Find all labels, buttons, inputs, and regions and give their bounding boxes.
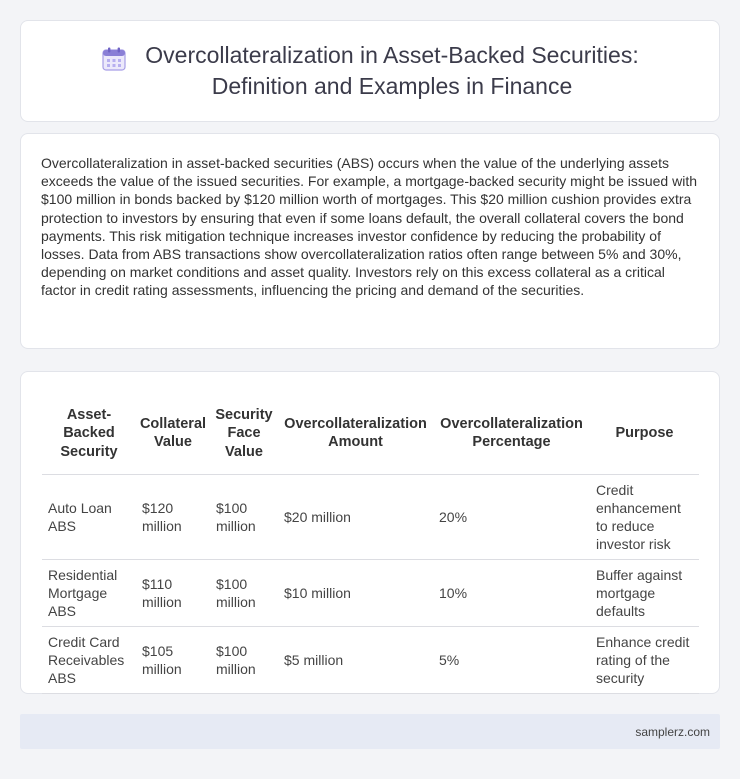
table-cell: $105 million: [136, 626, 210, 693]
table-cell: Buffer against mortgage defaults: [590, 559, 699, 626]
column-header: Overcollateralization Amount: [278, 393, 433, 474]
table-cell: $110 million: [136, 559, 210, 626]
table-cell: 20%: [433, 474, 590, 559]
intro-paragraph: Overcollateralization in asset-backed securities (ABS) occurs when the value of the underlying assets exceeds the value of the issued securities. For example, a mortgage-backed security might be issued with $100 million in bonds backed by $120 million worth of mortgages. This $20 million cushion provides extra protection to investors by ensuring that even if some loans default, the overall collateral covers the bond payments. This risk mitigation technique increases investor confidence by reducing the probability of losses. Data from ABS transactions show overcollateralization ratios often range between 5% and 30%, depending on market conditions and asset quality. Investors rely on this excess collateral as a critical factor in credit rating assessments, influencing the pricing and demand of the securities.: [41, 155, 697, 299]
page-title-line-2: Definition and Examples in Finance: [211, 73, 573, 99]
calendar-icon: [101, 46, 127, 72]
table-header-row: [42, 393, 699, 474]
page-title-line-1: Overcollateralization in Asset-Backed Securities:: [145, 42, 639, 68]
column-header: Security Face Value: [210, 393, 278, 474]
table-cell: $20 million: [278, 474, 433, 559]
table-row: [42, 626, 699, 693]
table-cell: Credit enhancement to reduce investor risk: [590, 474, 699, 559]
table-cell: Credit Card Receivables ABS: [42, 626, 136, 693]
table-cell: $5 million: [278, 626, 433, 693]
table-cell: $100 million: [210, 559, 278, 626]
title-card: [20, 20, 720, 122]
table-cell: $100 million: [210, 474, 278, 559]
column-header: Overcollateralization Percentage: [433, 393, 590, 474]
table-row: [42, 474, 699, 559]
table-card: [20, 371, 720, 694]
table-cell: Auto Loan ABS: [42, 474, 136, 559]
column-header: Asset-Backed Security: [42, 393, 136, 474]
table-cell: $100 million: [210, 626, 278, 693]
intro-card: [20, 133, 720, 349]
table-cell: 5%: [433, 626, 590, 693]
overcollateralization-table: [42, 393, 699, 694]
table-row: [42, 559, 699, 626]
page-title: [145, 40, 638, 102]
table-cell: Residential Mortgage ABS: [42, 559, 136, 626]
column-header: Purpose: [590, 393, 699, 474]
footer: [20, 714, 720, 749]
title-wrap: [101, 40, 638, 102]
table-cell: $10 million: [278, 559, 433, 626]
table-cell: 10%: [433, 559, 590, 626]
table-cell: Enhance credit rating of the security: [590, 626, 699, 693]
column-header: Collateral Value: [136, 393, 210, 474]
footer-site-link[interactable]: samplerz.com: [635, 724, 710, 739]
table-cell: $120 million: [136, 474, 210, 559]
